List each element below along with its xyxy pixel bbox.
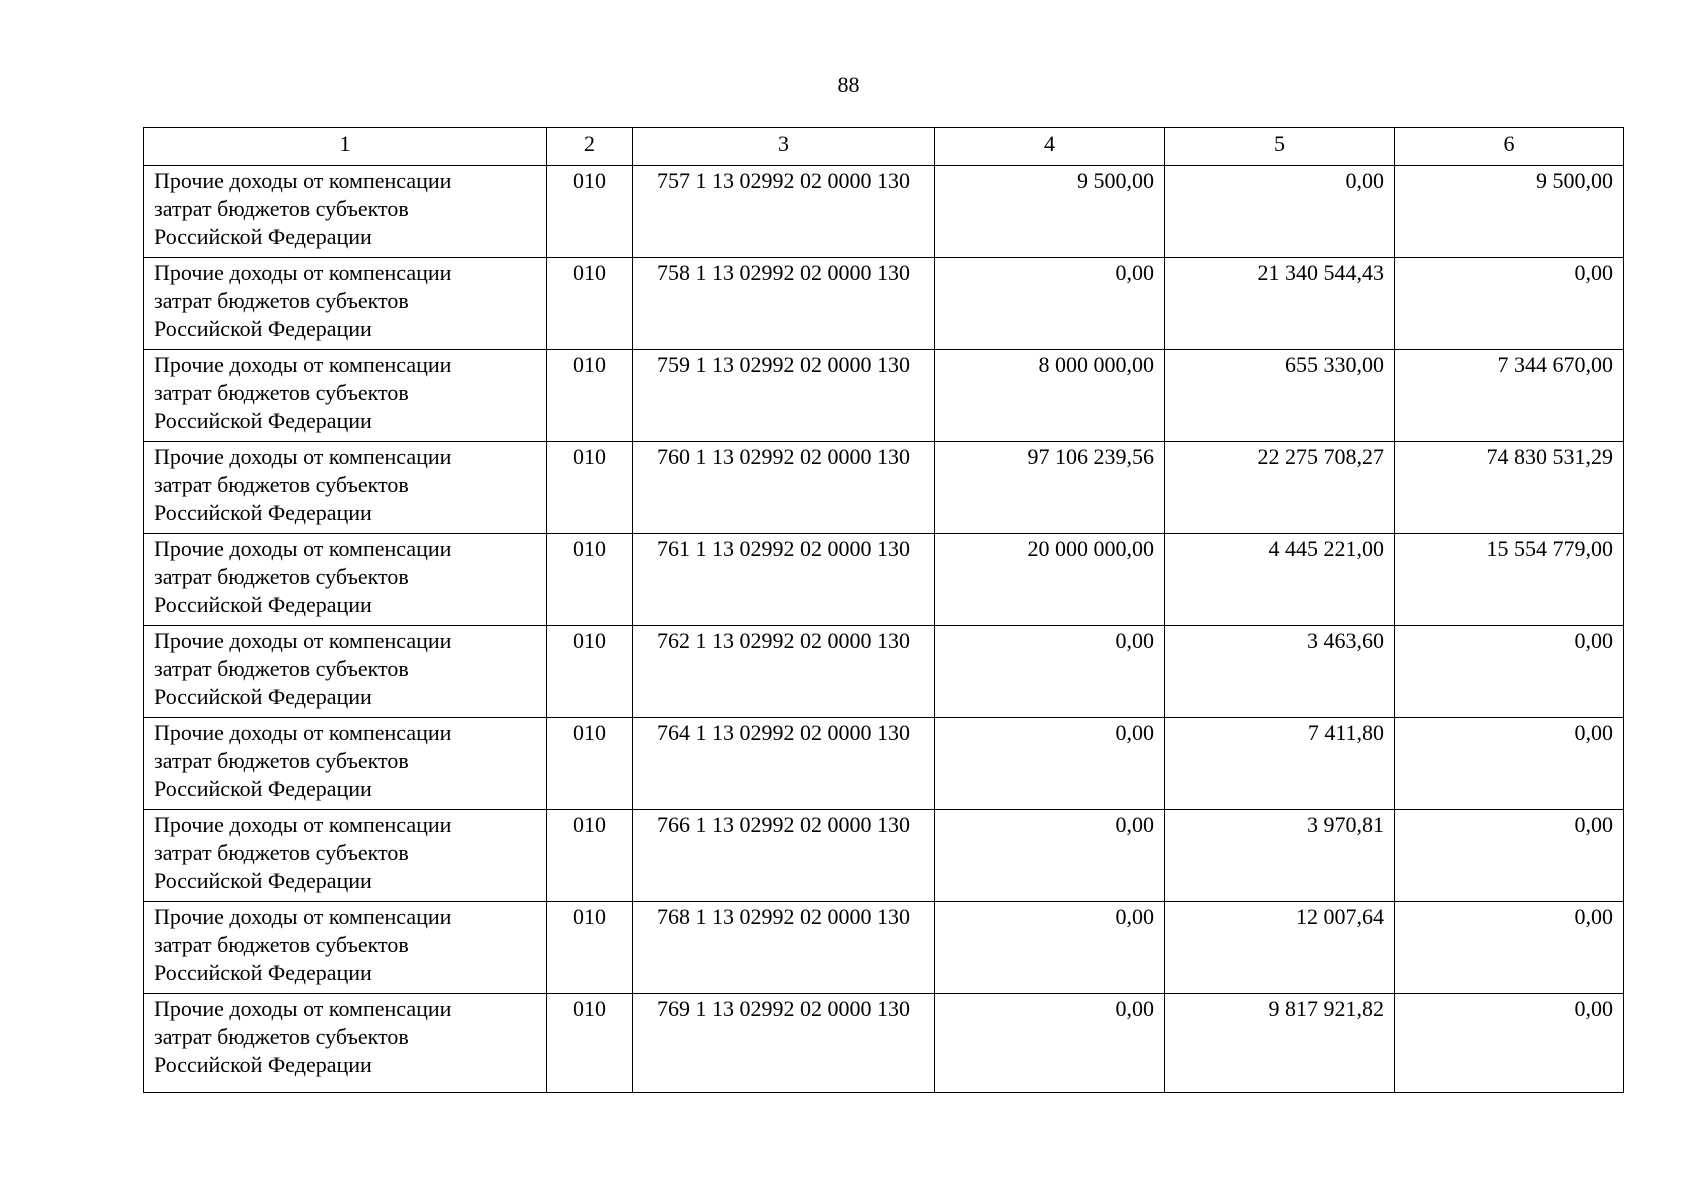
table-row <box>144 994 1624 1093</box>
amount-col6-cell: 0,00 <box>1395 810 1624 902</box>
amount-col4-cell: 97 106 239,56 <box>935 442 1165 534</box>
amount-col5-cell: 3 970,81 <box>1165 810 1395 902</box>
table-row <box>144 902 1624 994</box>
revenue-name-line: Прочие доходы от компенсации <box>154 536 452 561</box>
amount-col5-cell: 0,00 <box>1165 166 1395 258</box>
revenue-name-line: затрат бюджетов субъектов <box>154 472 409 497</box>
revenue-name-cell <box>144 350 547 442</box>
revenue-name-cell <box>144 534 547 626</box>
revenue-name-cell <box>144 902 547 994</box>
amount-col4-cell: 0,00 <box>935 718 1165 810</box>
kbk-cell: 766 1 13 02992 02 0000 130 <box>633 810 935 902</box>
revenue-name-line: Российской Федерации <box>154 408 372 433</box>
page-number: 88 <box>837 72 860 97</box>
revenue-name-line: Российской Федерации <box>154 500 372 525</box>
amount-col6-cell: 0,00 <box>1395 994 1624 1093</box>
revenue-name-cell <box>144 442 547 534</box>
kbk-cell: 758 1 13 02992 02 0000 130 <box>633 258 935 350</box>
amount-col6-cell: 74 830 531,29 <box>1395 442 1624 534</box>
revenue-name-line: затрат бюджетов субъектов <box>154 1024 409 1049</box>
amount-col5-cell: 3 463,60 <box>1165 626 1395 718</box>
table-row <box>144 258 1624 350</box>
revenue-name-line: Российской Федерации <box>154 684 372 709</box>
column-header-5: 5 <box>1165 128 1395 166</box>
revenue-name-line: Прочие доходы от компенсации <box>154 444 452 469</box>
amount-col5-cell: 9 817 921,82 <box>1165 994 1395 1093</box>
amount-col5-cell: 22 275 708,27 <box>1165 442 1395 534</box>
table-row <box>144 810 1624 902</box>
amount-col4-cell: 20 000 000,00 <box>935 534 1165 626</box>
revenue-name-cell <box>144 258 547 350</box>
code-cell: 010 <box>547 350 633 442</box>
amount-col4-cell: 0,00 <box>935 810 1165 902</box>
kbk-cell: 769 1 13 02992 02 0000 130 <box>633 994 935 1093</box>
revenue-name-cell <box>144 994 547 1093</box>
column-header-1: 1 <box>144 128 547 166</box>
amount-col4-cell: 0,00 <box>935 902 1165 994</box>
header-row <box>144 128 1624 166</box>
amount-col6-cell: 0,00 <box>1395 902 1624 994</box>
table-row <box>144 166 1624 258</box>
amount-col6-cell: 7 344 670,00 <box>1395 350 1624 442</box>
revenue-name-line: Российской Федерации <box>154 960 372 985</box>
amount-col4-cell: 0,00 <box>935 994 1165 1093</box>
revenue-name-line: Прочие доходы от компенсации <box>154 904 452 929</box>
amount-col4-cell: 0,00 <box>935 258 1165 350</box>
kbk-cell: 764 1 13 02992 02 0000 130 <box>633 718 935 810</box>
table-row <box>144 718 1624 810</box>
table-row <box>144 442 1624 534</box>
code-cell: 010 <box>547 994 633 1093</box>
revenue-name-line: затрат бюджетов субъектов <box>154 748 409 773</box>
revenue-name-line: Российской Федерации <box>154 592 372 617</box>
revenue-name-cell <box>144 718 547 810</box>
revenue-name-line: Прочие доходы от компенсации <box>154 260 452 285</box>
revenue-name-line: Российской Федерации <box>154 776 372 801</box>
revenue-name-line: затрат бюджетов субъектов <box>154 932 409 957</box>
revenue-name-line: Прочие доходы от компенсации <box>154 352 452 377</box>
table-row <box>144 350 1624 442</box>
revenue-name-line: затрат бюджетов субъектов <box>154 196 409 221</box>
revenue-name-line: Прочие доходы от компенсации <box>154 168 452 193</box>
revenue-name-line: Прочие доходы от компенсации <box>154 628 452 653</box>
revenue-name-line: Российской Федерации <box>154 868 372 893</box>
code-cell: 010 <box>547 810 633 902</box>
code-cell: 010 <box>547 902 633 994</box>
code-cell: 010 <box>547 442 633 534</box>
kbk-cell: 768 1 13 02992 02 0000 130 <box>633 902 935 994</box>
revenue-name-line: Российской Федерации <box>154 1052 372 1077</box>
revenue-name-line: затрат бюджетов субъектов <box>154 840 409 865</box>
revenue-table <box>143 127 1624 1093</box>
table-body <box>144 166 1624 1093</box>
revenue-name-line: затрат бюджетов субъектов <box>154 380 409 405</box>
amount-col6-cell: 9 500,00 <box>1395 166 1624 258</box>
amount-col4-cell: 0,00 <box>935 626 1165 718</box>
amount-col5-cell: 655 330,00 <box>1165 350 1395 442</box>
revenue-name-line: Прочие доходы от компенсации <box>154 720 452 745</box>
revenue-name-line: Российской Федерации <box>154 224 372 249</box>
amount-col5-cell: 12 007,64 <box>1165 902 1395 994</box>
amount-col5-cell: 21 340 544,43 <box>1165 258 1395 350</box>
code-cell: 010 <box>547 534 633 626</box>
column-header-6: 6 <box>1395 128 1624 166</box>
table-row <box>144 534 1624 626</box>
amount-col6-cell: 0,00 <box>1395 258 1624 350</box>
amount-col4-cell: 9 500,00 <box>935 166 1165 258</box>
code-cell: 010 <box>547 258 633 350</box>
amount-col6-cell: 15 554 779,00 <box>1395 534 1624 626</box>
column-header-3: 3 <box>633 128 935 166</box>
column-header-2: 2 <box>547 128 633 166</box>
revenue-name-line: Российской Федерации <box>154 316 372 341</box>
amount-col5-cell: 4 445 221,00 <box>1165 534 1395 626</box>
amount-col6-cell: 0,00 <box>1395 626 1624 718</box>
code-cell: 010 <box>547 718 633 810</box>
amount-col5-cell: 7 411,80 <box>1165 718 1395 810</box>
revenue-name-line: Прочие доходы от компенсации <box>154 812 452 837</box>
revenue-name-line: затрат бюджетов субъектов <box>154 656 409 681</box>
kbk-cell: 760 1 13 02992 02 0000 130 <box>633 442 935 534</box>
kbk-cell: 762 1 13 02992 02 0000 130 <box>633 626 935 718</box>
code-cell: 010 <box>547 166 633 258</box>
revenue-name-cell <box>144 810 547 902</box>
revenue-name-cell <box>144 166 547 258</box>
amount-col6-cell: 0,00 <box>1395 718 1624 810</box>
code-cell: 010 <box>547 626 633 718</box>
revenue-name-line: затрат бюджетов субъектов <box>154 288 409 313</box>
column-header-4: 4 <box>935 128 1165 166</box>
revenue-name-line: затрат бюджетов субъектов <box>154 564 409 589</box>
amount-col4-cell: 8 000 000,00 <box>935 350 1165 442</box>
revenue-name-line: Прочие доходы от компенсации <box>154 996 452 1021</box>
revenue-name-cell <box>144 626 547 718</box>
kbk-cell: 761 1 13 02992 02 0000 130 <box>633 534 935 626</box>
kbk-cell: 759 1 13 02992 02 0000 130 <box>633 350 935 442</box>
table-header <box>144 128 1624 166</box>
table-row <box>144 626 1624 718</box>
kbk-cell: 757 1 13 02992 02 0000 130 <box>633 166 935 258</box>
